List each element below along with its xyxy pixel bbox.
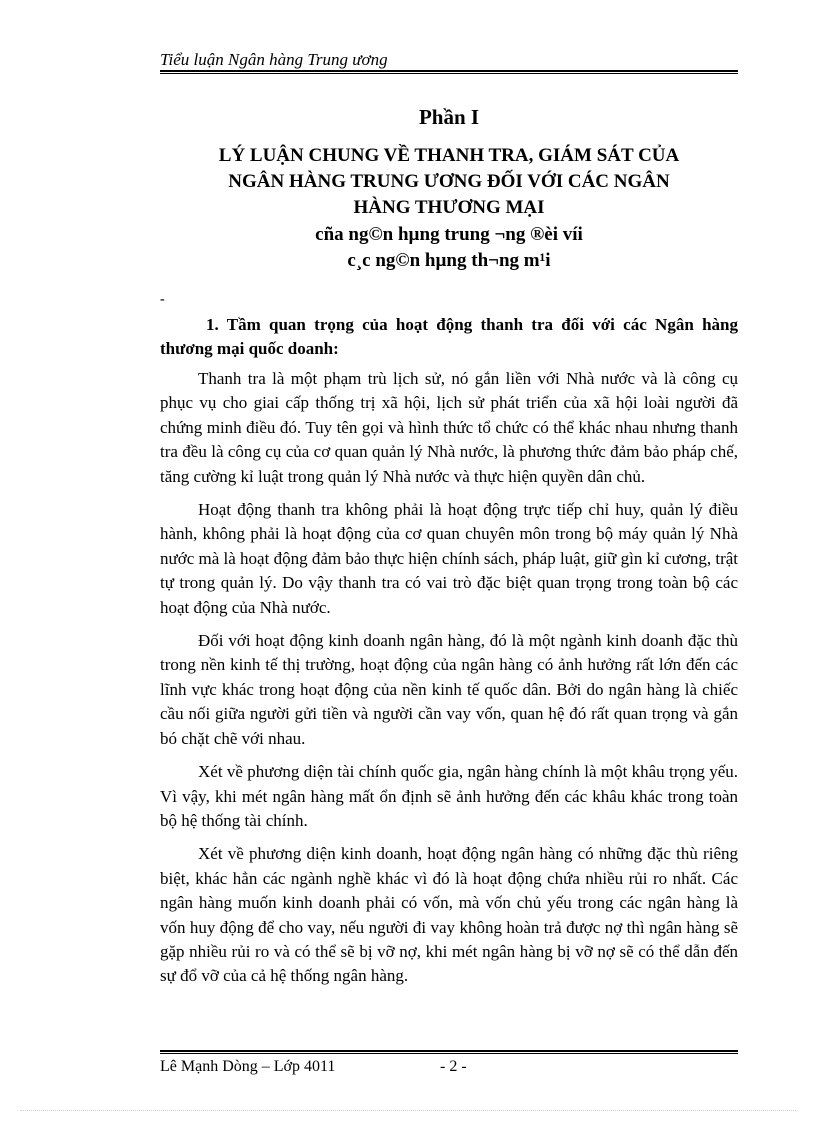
body-text: [160, 367, 738, 998]
garbled-subtitle-line: cña ng©n hµng trung ¬ng ®èi víi: [315, 224, 583, 245]
paragraph: Xét về phương diện kinh doanh, hoạt động ngân hàng có những đặc thù riêng biệt, khác hẳn các ngành nghề khác vì đó là hoạt động chứa nhiều rủi ro nhất. Các ngân hàng muốn kinh doanh phải có vốn, mà vốn chủ yếu trong các ngân hàng là vốn huy động để cho vay, nếu người đi vay không hoàn trả được nợ thì ngân hàng sẽ gặp nhiều rủi ro và có thể sẽ bị vỡ nợ, khi mét ngân hàng bị vỡ nợ sẽ có thể dẫn đến sự đổ vỡ của cả hệ thống ngân hàng.: [160, 844, 738, 986]
paragraph: Thanh tra là một phạm trù lịch sử, nó gắn liền với Nhà nước và là công cụ phục vụ cho giai cấp thống trị xã hội, lịch sử phát triển của xã hội loài người đã chứng minh điều đó. Tuy tên gọi và hình thức tổ chức có thể khác nhau nhưng thanh tra đều là công cụ của cơ quan quản lý Nhà nước, là phương thức đảm bảo pháp chế, tăng cường kỉ luật trong quản lý Nhà nước và thực hiện quyền dân chủ.: [160, 369, 738, 486]
footer-author: Lê Mạnh Dòng – Lớp 4011: [160, 1058, 336, 1075]
page-edge-divider: [20, 1110, 796, 1111]
chapter-title-line: LÝ LUẬN CHUNG VỀ THANH TRA, GIÁM SÁT CỦA: [218, 145, 680, 166]
garbled-subtitle-line: c¸c ng©n hµng th¬ng m¹i: [347, 250, 551, 271]
paragraph: Đối với hoạt động kinh doanh ngân hàng, đó là một ngành kinh doanh đặc thù trong nền kinh tế thị trường, hoạt động của ngân hàng có ảnh hưởng rất lớn đến các lĩnh vực khác trong hoạt động của nền kinh tế quốc dân. Bởi do ngân hàng là chiếc cầu nối giữa người gửi tiền và người cần vay vốn, quan hệ đó rất quan trọng và gắn bó chặt chẽ với nhau.: [160, 631, 738, 748]
paragraph: Hoạt động thanh tra không phải là hoạt động trực tiếp chỉ huy, quản lý điều hành, không phải là hoạt động của cơ quan chuyên môn trong bộ máy quản lý Nhà nước mà là hoạt động đảm bảo thực hiện chính sách, pháp luật, giữ gìn kỉ cương, trật tự trong quản lý. Do vậy thanh tra có vai trò đặc biệt quan trọng trong toàn bộ các hoạt động của Nhà nước.: [160, 500, 738, 617]
section-heading: 1. Tầm quan trọng của hoạt động thanh tra đối với các Ngân hàng thương mại quốc doanh:: [160, 315, 738, 358]
footer-rule: [160, 1050, 738, 1054]
dash-mark: -: [160, 292, 165, 307]
header-rule: [160, 70, 738, 74]
chapter-title-line: HÀNG THƯƠNG MẠI: [353, 197, 545, 218]
chapter-title-line: NGÂN HÀNG TRUNG ƯƠNG ĐỐI VỚI CÁC NGÂN: [228, 171, 670, 192]
part-title: Phần I: [418, 105, 480, 129]
chapter-title: [160, 143, 738, 221]
paragraph: Xét về phương diện tài chính quốc gia, ngân hàng chính là một khâu trọng yếu. Vì vậy, khi mét ngân hàng mất ổn định sẽ ảnh hưởng đến các khâu khác trong toàn bộ hệ thống tài chính.: [160, 762, 738, 830]
running-header: Tiểu luận Ngân hàng Trung ương: [160, 50, 388, 69]
page-number: - 2 -: [440, 1058, 467, 1075]
garbled-subtitle: [160, 222, 738, 274]
